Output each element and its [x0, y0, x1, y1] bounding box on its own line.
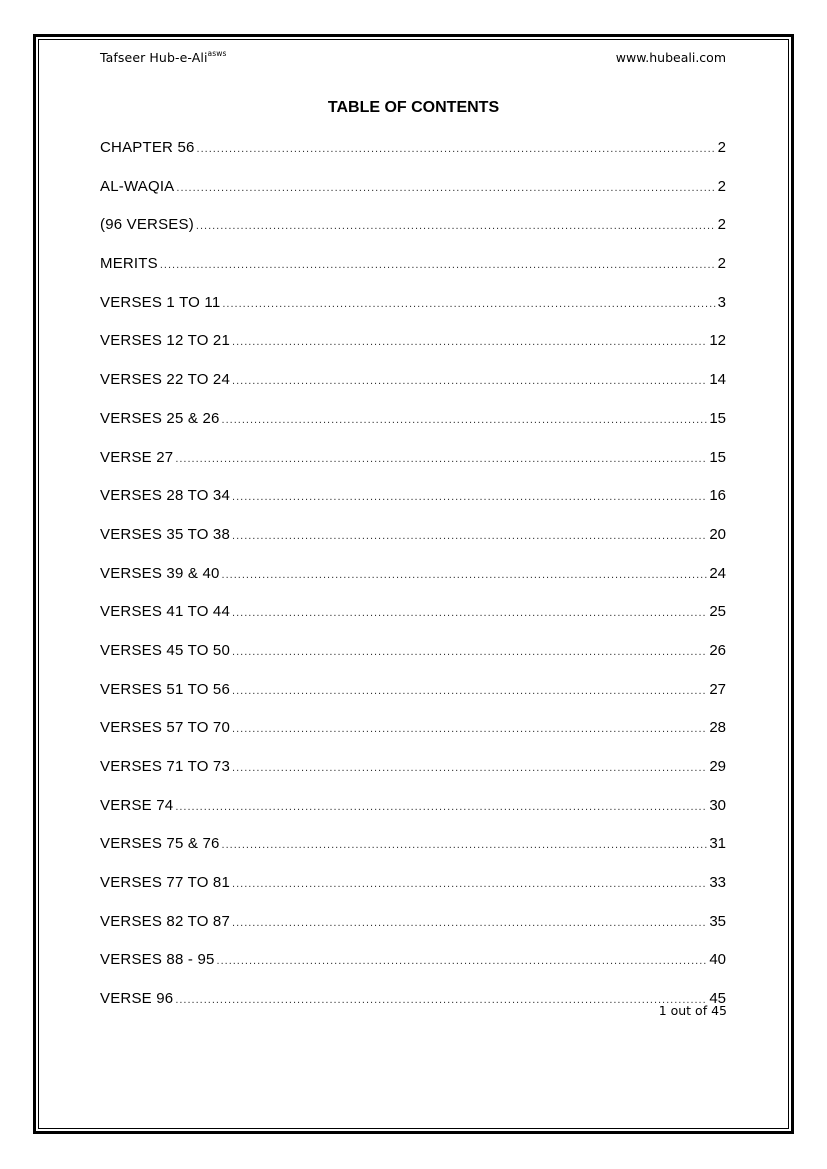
toc-entry-page: 40 — [709, 951, 726, 969]
table-of-contents — [100, 136, 726, 1026]
toc-dot-leader — [176, 176, 715, 200]
toc-entry-page: 25 — [709, 603, 726, 621]
toc-entry-page: 27 — [709, 680, 726, 698]
toc-entry[interactable] — [100, 910, 726, 949]
toc-dot-leader — [232, 717, 707, 741]
toc-entry[interactable] — [100, 175, 726, 214]
toc-entry-label: MERITS — [100, 255, 158, 273]
toc-entry[interactable] — [100, 368, 726, 407]
toc-dot-leader — [160, 253, 716, 277]
toc-entry[interactable] — [100, 407, 726, 446]
toc-entry-page: 31 — [709, 835, 726, 853]
toc-entry-page: 15 — [709, 448, 726, 466]
toc-entry-page: 30 — [709, 796, 726, 814]
toc-entry-page: 28 — [709, 719, 726, 737]
toc-entry-label: VERSES 75 & 76 — [100, 835, 220, 853]
header-title — [100, 50, 226, 65]
toc-entry-page: 35 — [709, 912, 726, 930]
toc-entry-page: 24 — [709, 564, 726, 582]
toc-entry-page: 20 — [709, 525, 726, 543]
toc-entry-page: 15 — [709, 409, 726, 427]
toc-title: TABLE OF CONTENTS — [327, 99, 500, 116]
toc-entry-label: AL-WAQIA — [100, 177, 175, 195]
toc-entry[interactable] — [100, 291, 726, 330]
toc-entry[interactable] — [100, 136, 726, 175]
toc-entry[interactable] — [100, 329, 726, 368]
toc-entry[interactable] — [100, 832, 726, 871]
toc-entry[interactable] — [100, 678, 726, 717]
toc-dot-leader — [232, 872, 707, 896]
toc-dot-leader — [196, 214, 716, 238]
toc-entry[interactable] — [100, 755, 726, 794]
toc-entry-label: VERSES 1 TO 11 — [100, 293, 221, 311]
header-website[interactable]: www.hubeali.com — [615, 50, 726, 65]
header-title-superscript: asws — [207, 49, 227, 58]
toc-dot-leader — [175, 795, 707, 819]
toc-entry-label: VERSES 35 TO 38 — [100, 525, 231, 543]
toc-entry[interactable] — [100, 794, 726, 833]
toc-entry-page: 33 — [709, 874, 726, 892]
toc-entry[interactable] — [100, 484, 726, 523]
toc-entry-label: VERSES 82 TO 87 — [100, 912, 231, 930]
toc-dot-leader — [175, 447, 707, 471]
toc-entry-label: CHAPTER 56 — [100, 139, 195, 156]
toc-entry-page: 14 — [709, 371, 726, 389]
toc-entry-page: 2 — [717, 216, 726, 234]
toc-dot-leader — [232, 485, 707, 509]
toc-entry-label: VERSES 57 TO 70 — [100, 719, 231, 737]
toc-entry[interactable] — [100, 948, 726, 987]
toc-dot-leader — [222, 833, 708, 857]
toc-entry-label: VERSE 74 — [100, 796, 174, 814]
toc-entry-label: VERSES 12 TO 21 — [100, 332, 231, 350]
toc-dot-leader — [232, 524, 707, 548]
toc-dot-leader — [232, 330, 707, 354]
toc-entry[interactable] — [100, 871, 726, 910]
toc-entry-page: 45 — [709, 990, 726, 1008]
toc-entry-page: 29 — [709, 758, 726, 775]
toc-dot-leader — [175, 988, 707, 1012]
toc-dot-leader — [232, 640, 707, 664]
toc-entry-page: 2 — [717, 177, 726, 195]
toc-dot-leader — [232, 601, 707, 625]
toc-dot-leader — [197, 137, 716, 161]
toc-entry-label: VERSE 96 — [100, 990, 174, 1008]
toc-dot-leader — [222, 563, 708, 587]
toc-entry-page: 2 — [717, 255, 726, 273]
toc-entry[interactable] — [100, 446, 726, 485]
page-indicator: 1 out of 45 — [658, 1003, 727, 1018]
toc-dot-leader — [232, 679, 707, 703]
toc-entry-page: 16 — [709, 487, 726, 505]
toc-entry-label: VERSES 88 - 95 — [100, 951, 215, 969]
toc-entry[interactable] — [100, 639, 726, 678]
toc-entry-page: 2 — [717, 139, 726, 156]
toc-entry-label: VERSES 41 TO 44 — [100, 603, 231, 621]
toc-dot-leader — [222, 292, 715, 316]
toc-entry[interactable] — [100, 562, 726, 601]
toc-dot-leader — [232, 756, 707, 780]
toc-entry[interactable] — [100, 716, 726, 755]
toc-entry[interactable] — [100, 600, 726, 639]
toc-entry-label: VERSES 71 TO 73 — [100, 758, 231, 775]
toc-entry-label: VERSES 51 TO 56 — [100, 680, 231, 698]
toc-entry-label: VERSES 77 TO 81 — [100, 874, 231, 892]
toc-entry[interactable] — [100, 213, 726, 252]
toc-entry-label: VERSES 22 TO 24 — [100, 371, 231, 389]
toc-entry-label: VERSES 39 & 40 — [100, 564, 220, 582]
toc-dot-leader — [232, 911, 707, 935]
toc-entry[interactable] — [100, 252, 726, 291]
toc-entry-label: VERSES 25 & 26 — [100, 409, 220, 427]
toc-entry-label: VERSES 28 TO 34 — [100, 487, 231, 505]
toc-entry[interactable] — [100, 523, 726, 562]
toc-entry-page: 12 — [709, 332, 726, 350]
toc-dot-leader — [222, 408, 708, 432]
toc-entry-label: VERSE 27 — [100, 448, 174, 466]
toc-entry-page: 3 — [717, 293, 726, 311]
header-title-text: Tafseer Hub-e-Ali — [100, 50, 208, 65]
toc-dot-leader — [217, 949, 708, 973]
toc-entry[interactable] — [100, 987, 726, 1026]
toc-dot-leader — [232, 369, 707, 393]
toc-entry-label: (96 VERSES) — [100, 216, 194, 234]
toc-entry-page: 26 — [709, 641, 726, 659]
toc-entry-label: VERSES 45 TO 50 — [100, 641, 231, 659]
